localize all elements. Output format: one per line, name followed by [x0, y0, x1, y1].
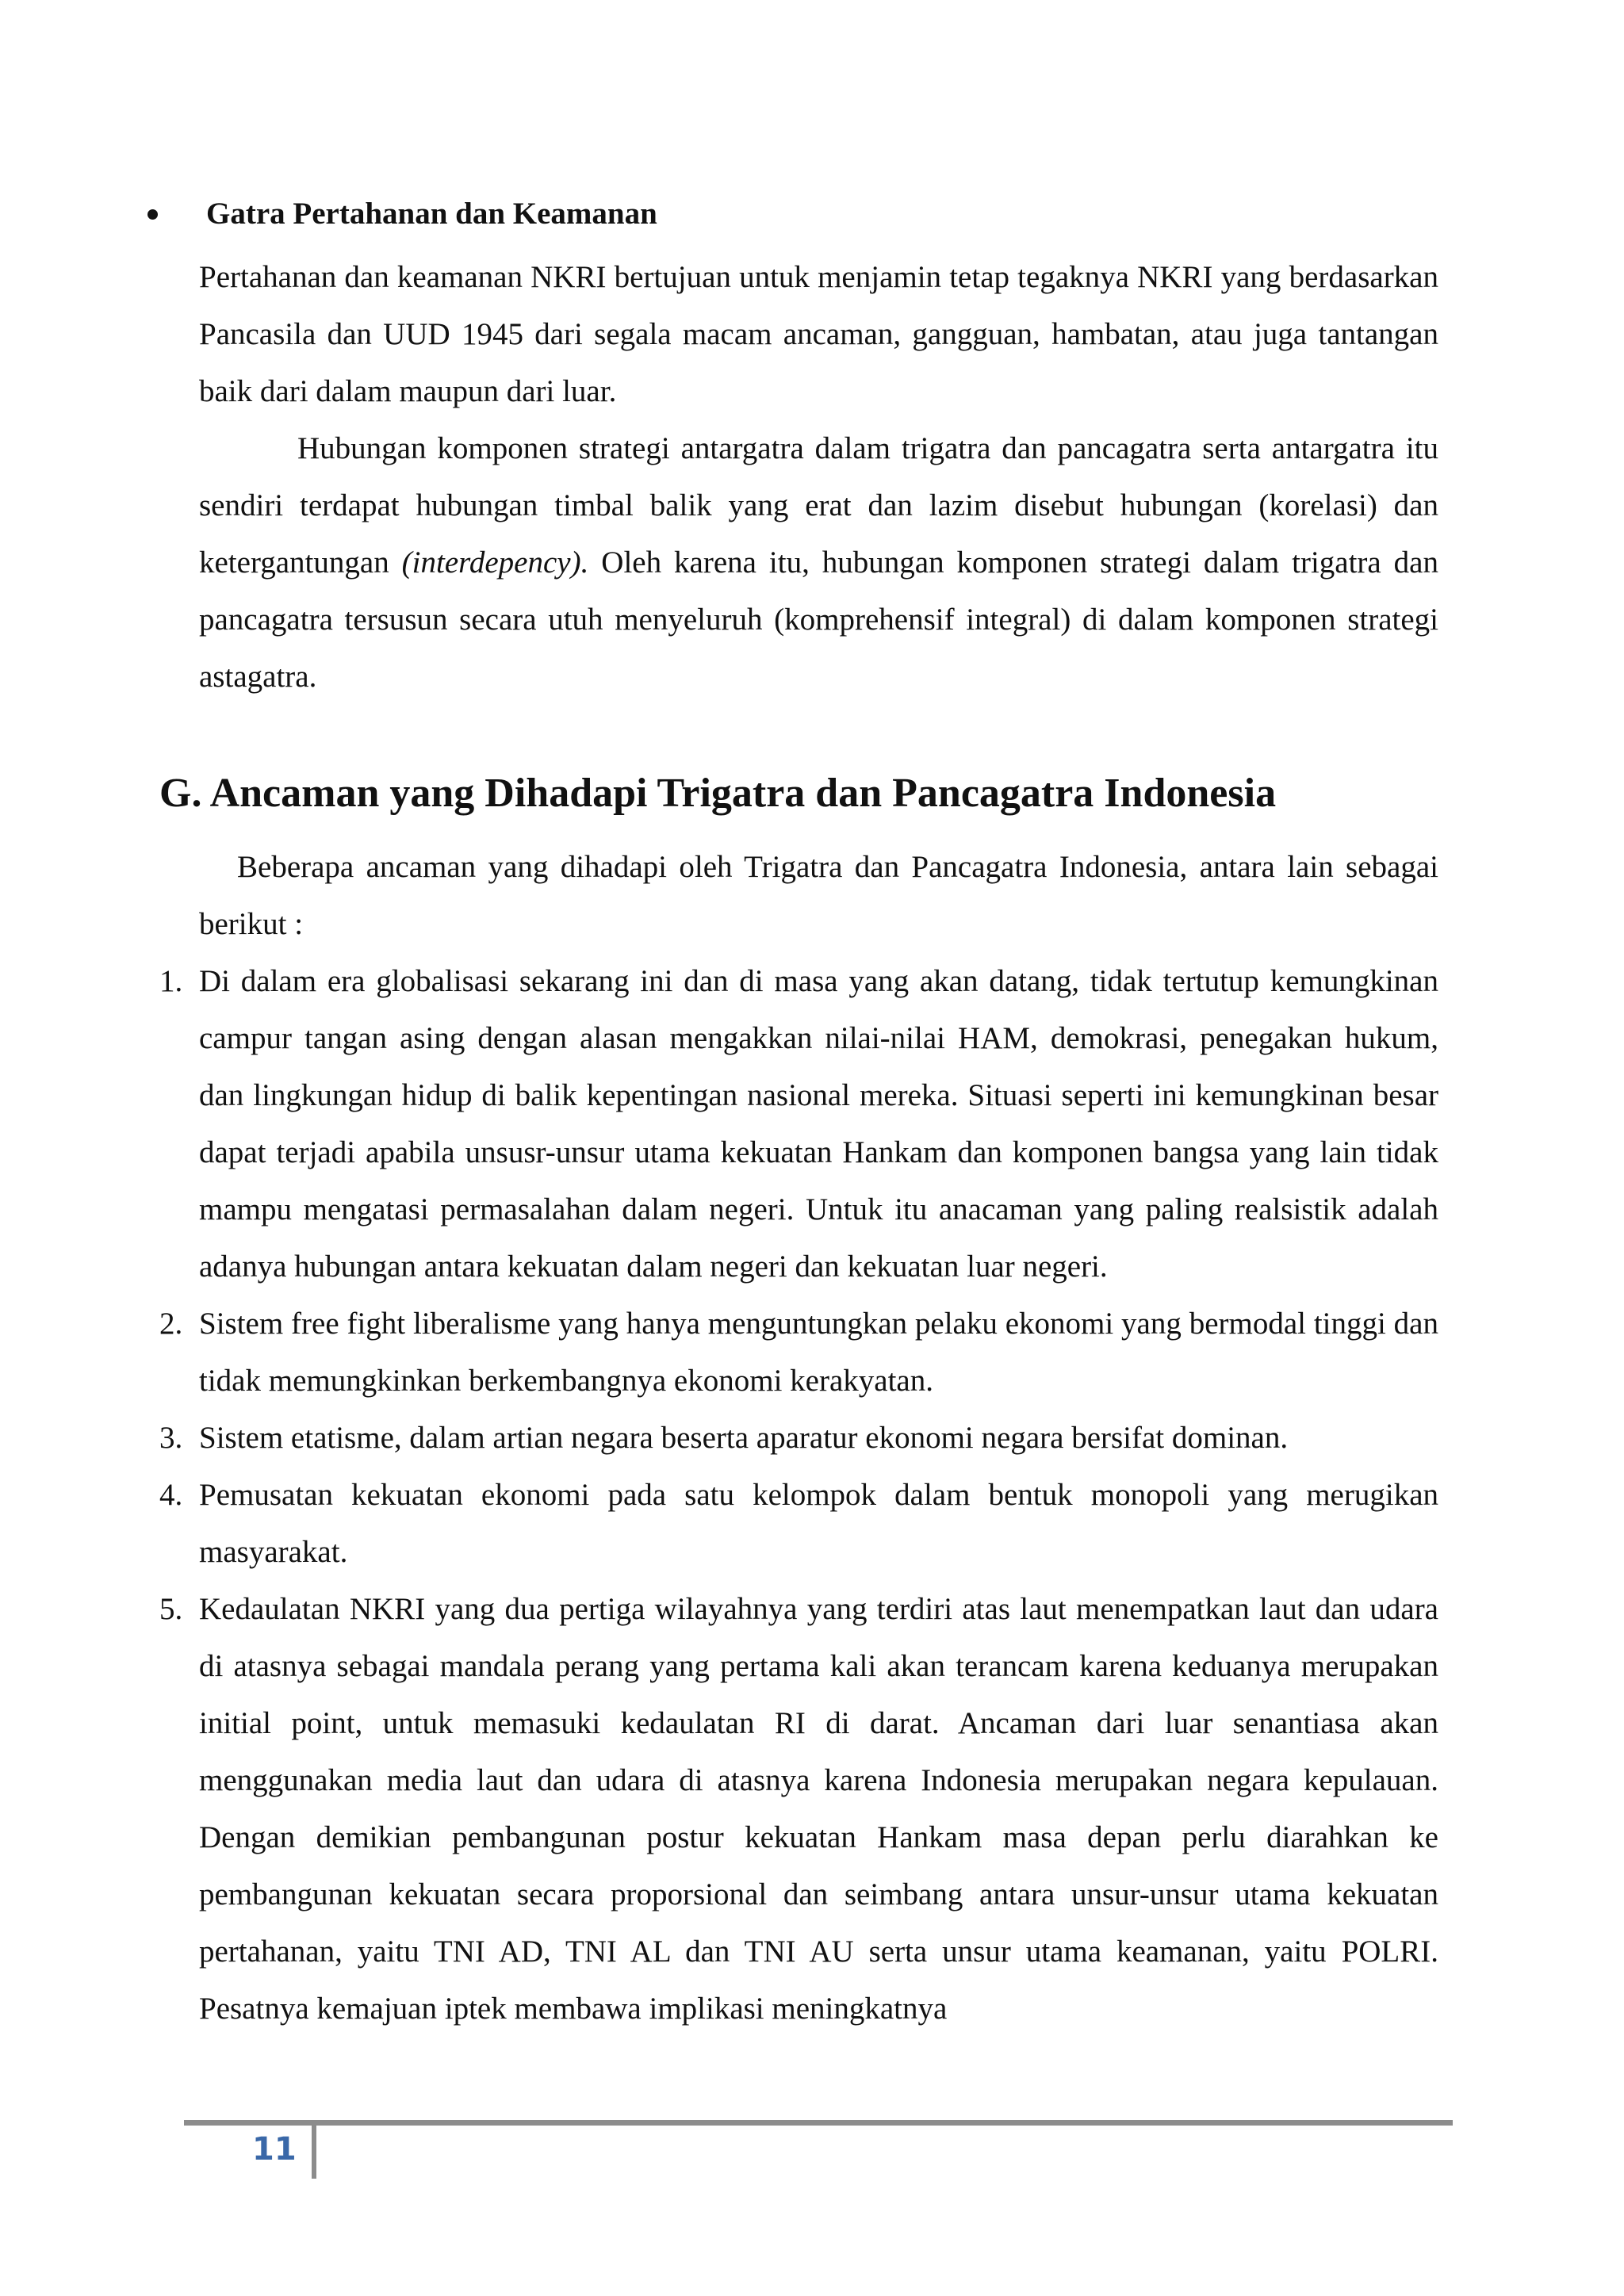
list-item [159, 1581, 1438, 2038]
relation-text-end: Oleh karena itu, hubungan komponen strategi dalam trigatra dan pancagatra tersusun secara utuh menyeluruh (komprehensif integral) di dalam komponen strategi astagatra. [199, 545, 1438, 694]
list-number: 2. [159, 1307, 183, 1341]
footer-separator [312, 2125, 316, 2179]
list-item [159, 1295, 1438, 1410]
list-item [159, 1467, 1438, 1581]
list-item [159, 953, 1438, 1295]
page-number: 11 [252, 2131, 297, 2168]
list-text: Kedaulatan NKRI yang dua pertiga wilayahnya yang terdiri atas laut menempatkan laut dan udara di atasnya sebagai mandala perang yang pertama kali akan terancam karena keduanya merupakan initial point, untuk memasuki kedaulatan RI di darat. Ancaman dari luar senantiasa akan menggunakan media laut dan udara di atasnya karena Indonesia merupakan negara kepulauan. Dengan demikian pembangunan postur kekuatan Hankam masa depan perlu diarahkan ke pembangunan kekuatan secara proporsional dan seimbang antara unsur-unsur utama kekuatan pertahanan, yaitu TNI AD, TNI AL dan TNI AU serta unsur utama keamanan, yaitu POLRI. Pesatnya kemajuan iptek membawa implikasi meningkatnya [199, 1592, 1438, 2026]
list-text: Pemusatan kekuatan ekonomi pada satu kelompok dalam bentuk monopoli yang merugikan masyarakat. [199, 1478, 1438, 1569]
list-text: Di dalam era globalisasi sekarang ini dan di masa yang akan datang, tidak tertutup kemungkinan campur tangan asing dengan alasan mengakkan nilai-nilai HAM, demokrasi, penegakan hukum, dan lingkungan hidup di balik kepentingan nasional mereka. Situasi seperti ini kemungkinan besar dapat terjadi apabila unsusr-unsur utama kekuatan Hankam dan komponen bangsa yang lain tidak mampu mengatasi permasalahan dalam negeri. Untuk itu anacaman yang paling realsistik adalah adanya hubungan antara kekuatan dalam negeri dan kekuatan luar negeri. [199, 964, 1438, 1284]
gatra-hankam-paragraph: Pertahanan dan keamanan NKRI bertujuan untuk menjamin tetap tegaknya NKRI yang berdasarkan Pancasila dan UUD 1945 dari segala macam ancaman, gangguan, hambatan, atau juga tantangan baik dari dalam maupun dari luar. [199, 260, 1438, 408]
relation-text-start: Hubungan komponen strategi antargatra dalam trigatra dan pancagatra serta antargatra itu sendiri terdapat hubungan timbal balik yang erat dan lazim disebut hubungan (korelasi) dan ketergantungan [199, 431, 1438, 580]
bullet-dot-icon [147, 209, 158, 220]
list-text: Sistem etatisme, dalam artian negara beserta aparatur ekonomi negara bersifat dominan. [199, 1421, 1289, 1455]
list-item [159, 1410, 1438, 1467]
threat-list [159, 953, 1438, 2038]
list-number: 1. [159, 964, 183, 998]
list-number: 5. [159, 1592, 183, 1626]
list-number: 4. [159, 1478, 183, 1512]
section-intro: Beberapa ancaman yang dihadapi oleh Trigatra dan Pancagatra Indonesia, antara lain sebagai berikut : [199, 850, 1438, 941]
list-number: 3. [159, 1421, 183, 1455]
footer-rule [184, 2120, 1453, 2126]
section-heading: G. Ancaman yang Dihadapi Trigatra dan Pancagatra Indonesia [159, 771, 1277, 816]
bullet-title: Gatra Pertahanan dan Keamanan [206, 197, 657, 231]
relation-paragraph [199, 420, 1438, 706]
list-text: Sistem free fight liberalisme yang hanya menguntungkan pelaku ekonomi yang bermodal tinggi dan tidak memungkinkan berkembangnya ekonomi kerakyatan. [199, 1307, 1438, 1398]
relation-text-italic: (interdepency). [401, 545, 589, 580]
